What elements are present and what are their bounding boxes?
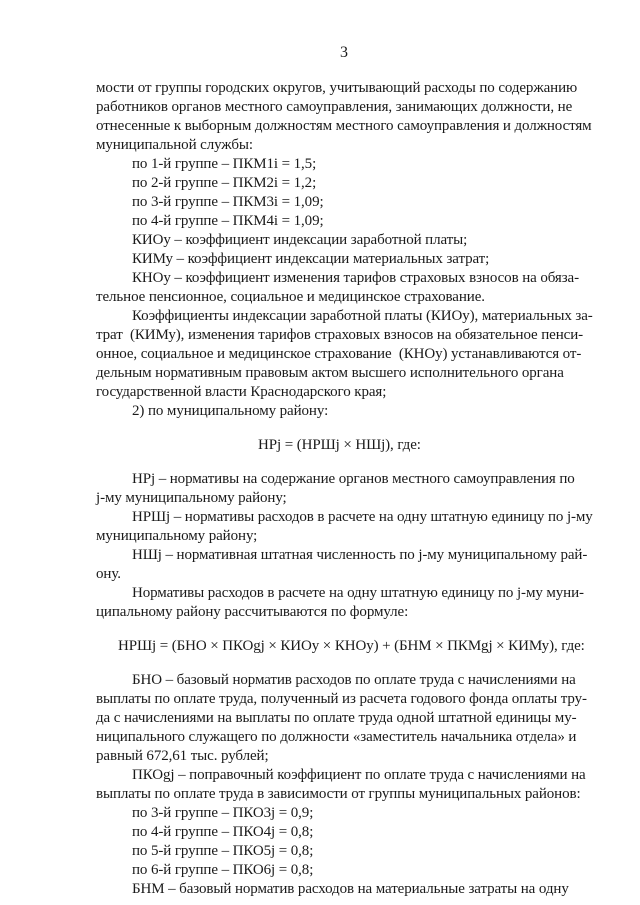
text-line: по 5-й группе – ПКО5j = 0,8; [132,843,314,859]
formula-hpj: НРj = (НРШj × НШj), где: [258,437,421,453]
text-line: по 3-й группе – ПКО3j = 0,9; [132,805,314,821]
text-line: БНМ – базовый норматив расходов на материальные затраты на одну [132,881,569,897]
text-line: по 4-й группе – ПКМ4i = 1,09; [132,213,324,229]
text-line: КНОу – коэффициент изменения тарифов страховых взносов на обяза- [132,270,579,286]
text-line: выплаты по оплате труда, полученный из расчета годового фонда оплаты тру- [96,691,587,707]
text-line: 2) по муниципальному району: [132,403,329,419]
text-line: ципальному району рассчитываются по формуле: [96,604,409,620]
text-line: выплаты по оплате труда в зависимости от группы муниципальных районов: [96,786,581,802]
formula-hrshj: НРШj = (БНО × ПКОgj × КИОу × КНОу) + (БНМ × ПКМgj × КИМу), где: [118,638,585,654]
text-line: по 3-й группе – ПКМ3i = 1,09; [132,194,324,210]
text-line: НРШj – нормативы расходов в расчете на одну штатную единицу по j-му [132,509,593,525]
text-line: дельным нормативным правовым актом высшего исполнительного органа [96,365,564,381]
text-line: Коэффициенты индексации заработной платы (КИОу), материальных за- [132,308,593,324]
text-line: ПКОgj – поправочный коэффициент по оплате труда с начислениями на [132,767,586,783]
text-line: трат (КИМу), изменения тарифов страховых взносов на обязательное пенси- [96,327,584,343]
text-line: БНО – базовый норматив расходов по оплате труда с начислениями на [132,672,576,688]
text-line: КИМу – коэффициент индексации материальных затрат; [132,251,490,267]
text-line: тельное пенсионное, социальное и медицинское страхование. [96,289,485,305]
text-line: онное, социальное и медицинское страхование (КНОу) устанавливаются от- [96,346,582,362]
text-line: НРj – нормативы на содержание органов местного самоуправления по [132,471,575,487]
text-line: по 1-й группе – ПКМ1i = 1,5; [132,156,317,172]
text-line: мости от группы городских округов, учитывающий расходы по содержанию [96,80,578,96]
text-line: муниципальной службы: [96,137,253,153]
text-line: да с начислениями на выплаты по оплате труда одной штатной единицы му- [96,710,577,726]
text-line: ону. [96,566,121,582]
text-line: равный 672,61 тыс. рублей; [96,748,269,764]
text-line: по 6-й группе – ПКО6j = 0,8; [132,862,314,878]
page-number: 3 [340,44,348,61]
text-line: Нормативы расходов в расчете на одну штатную единицу по j-му муни- [132,585,584,601]
text-line: муниципальному району; [96,528,258,544]
text-line: по 2-й группе – ПКМ2i = 1,2; [132,175,317,191]
text-line: по 4-й группе – ПКО4j = 0,8; [132,824,314,840]
text-line: государственной власти Краснодарского края; [96,384,387,400]
text-line: КИОу – коэффициент индексации заработной платы; [132,232,468,248]
text-line: ниципального служащего по должности «заместитель начальника отдела» и [96,729,577,745]
text-line: работников органов местного самоуправления, занимающих должности, не [96,99,573,115]
text-line: отнесенные к выборным должностям местного самоуправления и должностям [96,118,592,134]
text-line: НШj – нормативная штатная численность по j-му муниципальному рай- [132,547,588,563]
text-line: j-му муниципальному району; [96,490,287,506]
